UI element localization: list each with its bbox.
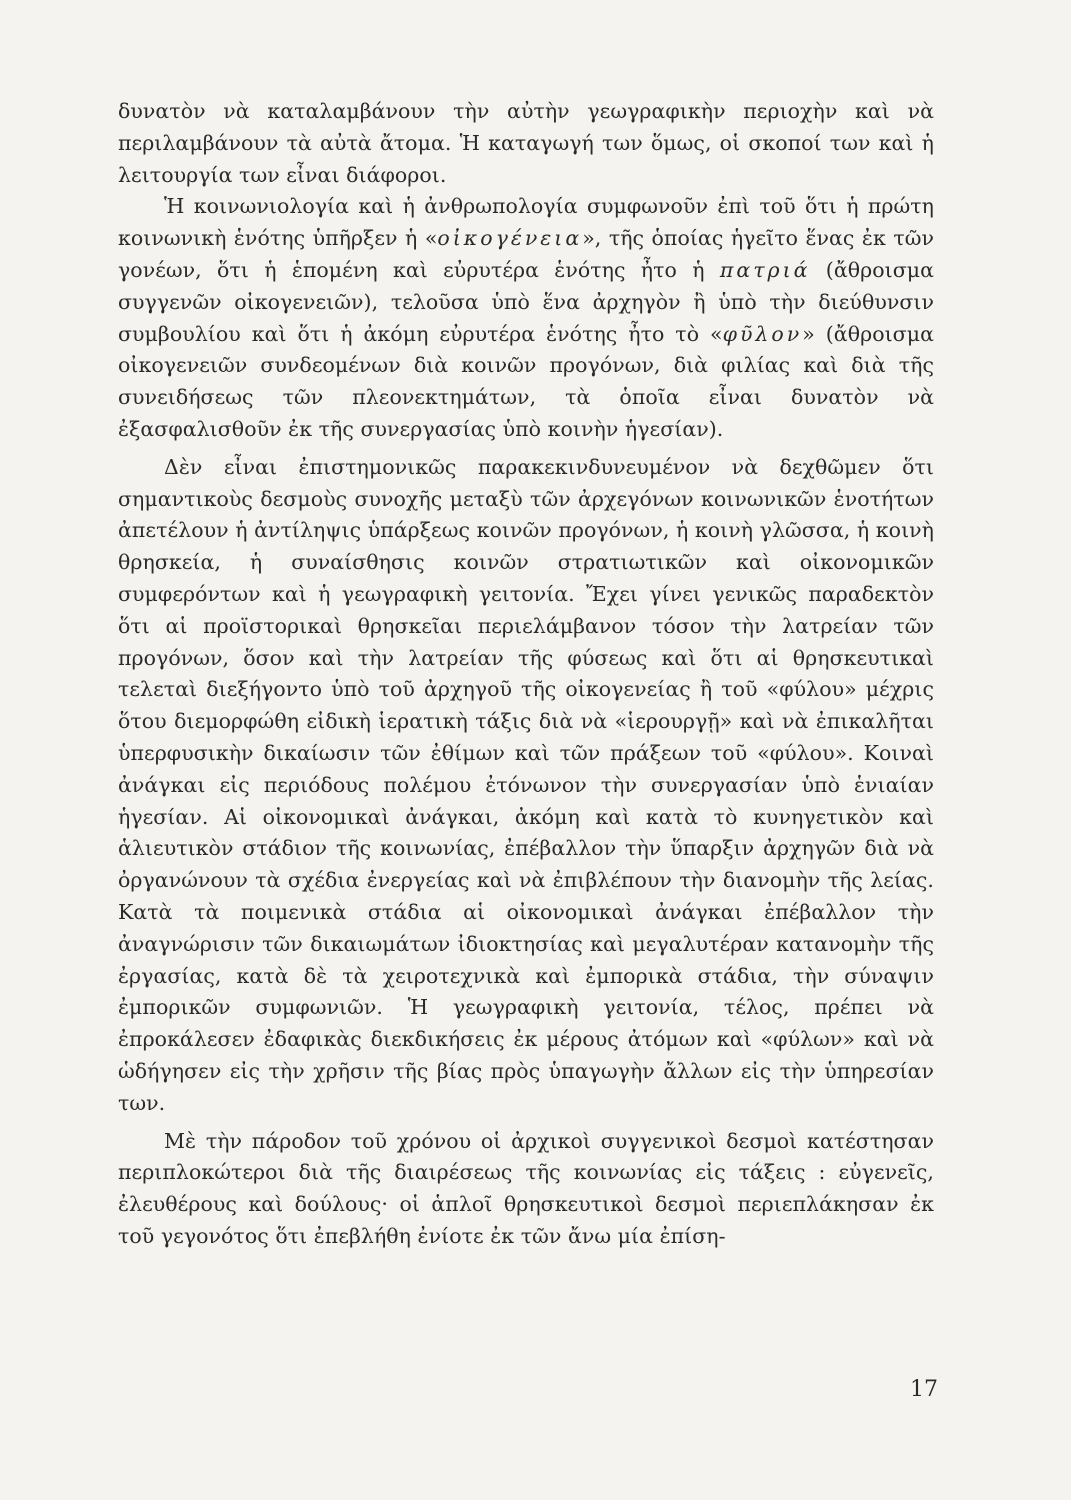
text-run: », τῆς ὁποίας ἡγεῖτο ἕνας ἐκ τῶν γονέων, ὅτι ἡ ἑπομένη καὶ εὐρυτέρα ἑνότης ἦτο ἡ — [118, 226, 934, 282]
text-run: δυνατὸν νὰ καταλαμβάνουν τὴν αὐτὴν γεωγραφικὴν περιοχὴν καὶ νὰ περιλαμβάνουν τὰ αὐτὰ ἄτομα. Ἡ καταγωγή των ὅμως, οἱ σκοποί των καὶ ἡ λειτουργία των εἶναι διάφοροι. — [118, 99, 934, 187]
term-fylon: φῦλον — [722, 321, 803, 346]
text-run: Μὲ τὴν πάροδον τοῦ χρόνου οἱ ἀρχικοὶ συγγενικοὶ δεσμοὶ κατέστησαν περιπλοκώτεροι διὰ τῆς διαιρέσεως τῆς κοινωνίας εἰς τάξεις : εὐγενεῖς, ἐλευθέρους καὶ δούλους· οἱ ἁπλοῖ θρησκευτικοὶ δεσμοὶ περιεπλάκησαν ἐκ τοῦ γεγονότος ὅτι ἐπεβλήθη ἐνίοτε ἐκ τῶν ἄνω μία ἐπίση- — [118, 1128, 934, 1248]
term-patria: πατριά — [719, 257, 811, 282]
text-run: Ἡ κοινωνιολογία καὶ ἡ ἀνθρωπολογία συμφωνοῦν ἐπὶ τοῦ ὅτι ἡ πρώτη κοινωνικὴ ἑνότης ὑπῆρξεν ἡ « — [118, 194, 934, 251]
text-run: Δὲν εἶναι ἐπιστημονικῶς παρακεκινδυνευμένον νὰ δεχθῶμεν ὅτι σημαντικοὺς δεσμοὺς συνοχῆς μεταξὺ τῶν ἀρχεγόνων κοινωνικῶν ἑνοτήτων ἀπετέλουν ἡ ἀντίληψις ὑπάρξεως κοινῶν προγόνων, ἡ κοινὴ γλῶσσα, ἡ κοινὴ θρησκεία, ἡ συναίσθησις κοινῶν στρατιωτικῶν καὶ οἰκονομικῶν συμφερόντων καὶ ἡ γεωγραφικὴ γειτονία. Ἔχει γίνει γενικῶς παραδεκτὸν ὅτι αἱ προϊστορικαὶ θρησκεῖαι περιελάμβανον τόσον τὴν λατρείαν τῶν προγόνων, ὅσον καὶ τὴν λατρείαν τῆς φύσεως καὶ ὅτι αἱ θρησκευτικαὶ τελεταὶ διεξήγοντο ὑπὸ τοῦ ἀρχηγοῦ τῆς οἰκογενείας ἢ τοῦ «φύλου» μέχρις ὅτου διεμορφώθη εἰδικὴ ἱερατικὴ τάξις διὰ νὰ «ἱερουργῇ» καὶ νὰ ἐπικαλῆται ὑπερφυσικὴν δικαίωσιν τῶν ἐθίμων καὶ τῶν πράξεων τοῦ «φύλου». Κοιναὶ ἀνάγκαι εἰς περιόδους πολέμου ἐτόνωνον τὴν συνεργασίαν ὑπὸ ἑνιαίαν ἡγεσίαν. Αἱ οἰκονομικαὶ ἀνάγκαι, ἀκόμη καὶ κατὰ τὸ κυνηγετικὸν καὶ ἁλιευτικὸν στάδιον τῆς κοινωνίας, ἐπέβαλλον τὴν ὕπαρξιν ἀρχηγῶν διὰ νὰ ὀργανώνουν τὰ σχέδια ἐνεργείας καὶ νὰ ἐπιβλέπουν τὴν διανομὴν τῆς λείας. Κατὰ τὰ ποιμενικὰ στάδια αἱ οἰκονομικαὶ ἀνάγκαι ἐπέβαλλον τὴν ἀναγνώρισιν τῶν δικαιωμάτων ἰδιοκτησίας καὶ μεγαλυτέραν κατανομὴν τῆς ἐργασίας, κατὰ δὲ τὰ χειροτεχνικὰ καὶ ἐμπορικὰ στάδια, τὴν σύναψιν ἐμπορικῶν συμφωνιῶν. Ἡ γεωγραφικὴ γειτονία, τέλος, πρέπει νὰ ἐπροκάλεσεν ἐδαφικὰς διεκδικήσεις ἐκ μέρους ἀτόμων καὶ «φύλων» καὶ νὰ ὡδήγησεν εἰς τὴν χρῆσιν τῆς βίας πρὸς ὑπαγωγὴν ἄλλων εἰς τὴν ὑπηρεσίαν των. — [118, 454, 934, 1115]
page-number: 17 — [910, 1377, 938, 1402]
text-run: (ἄθροισμα συγγενῶν οἰκογενειῶν), τελοῦσα ὑπὸ ἕνα ἀρχηγὸν ἢ ὑπὸ τὴν διεύθυνσιν συμβουλίου καὶ ὅτι ἡ ἀκόμη εὐρυτέρα ἑνότης ἦτο τὸ « — [118, 257, 934, 346]
paragraph-bonds-of-cohesion — [118, 452, 934, 1120]
text-run: » (ἄθροισμα οἰκογενειῶν συνδεομένων διὰ κοινῶν προγόνων, διὰ φιλίας καὶ διὰ τῆς συνειδήσεως τῶν πλεονεκτημάτων, τὰ ὁποῖα εἶναι δυνατὸν νὰ ἐξασφαλισθοῦν ἐκ τῆς συνεργασίας ὑπὸ κοινὴν ἡγεσίαν). — [118, 321, 934, 441]
paragraph-social-units — [118, 191, 934, 445]
paragraph-continuation — [118, 96, 934, 191]
body-text — [118, 96, 934, 1253]
paragraph-passage-of-time — [118, 1126, 934, 1253]
term-oikogeneia: οἰκογένεια — [437, 226, 583, 251]
